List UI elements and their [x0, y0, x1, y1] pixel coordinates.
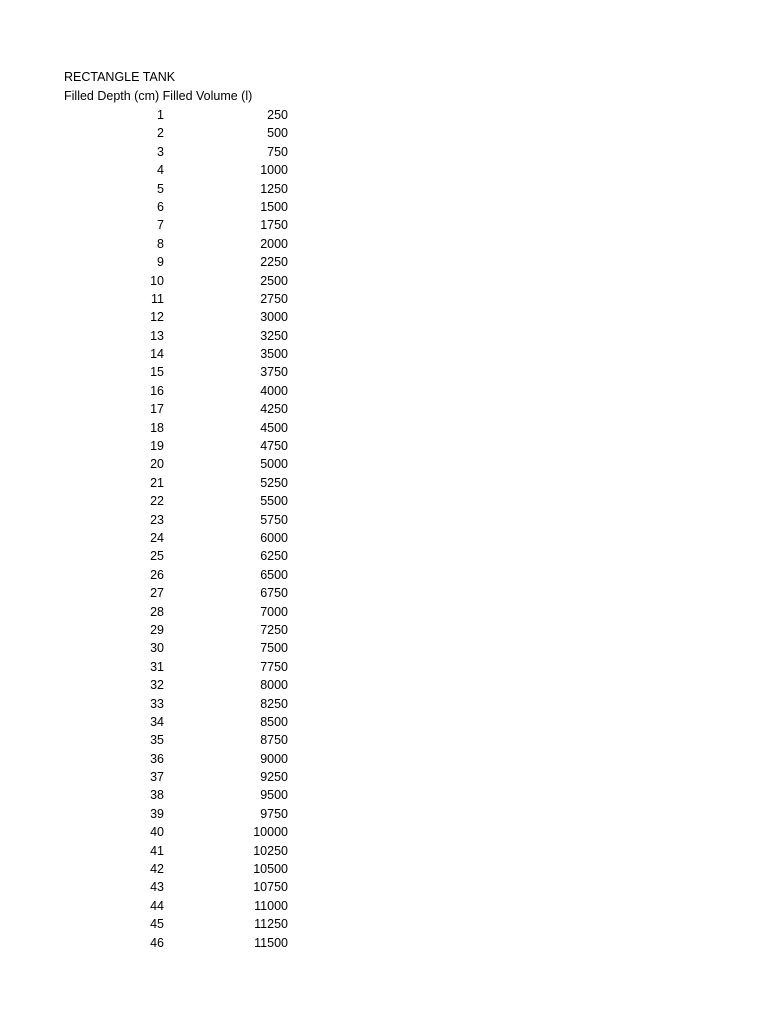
table-row [64, 308, 324, 326]
cell-filled-depth: 41 [150, 843, 164, 858]
table-row [64, 382, 324, 400]
cell-filled-volume: 4750 [260, 439, 288, 454]
cell-filled-depth: 4 [157, 163, 164, 178]
cell-filled-depth: 20 [150, 457, 164, 472]
table-row [64, 474, 324, 492]
table-row [64, 621, 324, 639]
table-row [64, 400, 324, 418]
cell-filled-depth: 1 [157, 108, 164, 122]
cell-filled-depth: 10 [150, 273, 164, 288]
cell-filled-depth: 34 [150, 714, 164, 729]
cell-filled-volume: 9500 [260, 788, 288, 803]
table-row [64, 786, 324, 804]
table-row [64, 106, 324, 124]
header-filled-volume: Filled Volume (l) [162, 89, 253, 103]
table-row [64, 511, 324, 529]
table-row [64, 345, 324, 363]
table-row [64, 566, 324, 584]
cell-filled-volume: 10000 [253, 825, 288, 840]
table-row [64, 161, 324, 179]
cell-filled-depth: 5 [157, 181, 164, 196]
cell-filled-depth: 35 [150, 733, 164, 748]
cell-filled-volume: 2000 [260, 236, 288, 251]
cell-filled-depth: 6 [157, 199, 164, 214]
cell-filled-volume: 4500 [260, 420, 288, 435]
cell-filled-volume: 8250 [260, 696, 288, 711]
cell-filled-depth: 27 [150, 586, 164, 601]
table-row [64, 272, 324, 290]
cell-filled-volume: 5750 [260, 512, 288, 527]
table-row [64, 253, 324, 271]
cell-filled-volume: 6000 [260, 530, 288, 545]
table-row [64, 639, 324, 657]
table-row [64, 455, 324, 473]
cell-filled-depth: 36 [150, 751, 164, 766]
cell-filled-volume: 250 [267, 108, 288, 122]
table-row [64, 180, 324, 198]
cell-filled-volume: 9750 [260, 806, 288, 821]
table-row [64, 750, 324, 768]
table-row [64, 731, 324, 749]
cell-filled-volume: 8500 [260, 714, 288, 729]
cell-filled-volume: 8000 [260, 678, 288, 693]
cell-filled-depth: 17 [150, 402, 164, 417]
cell-filled-volume: 7250 [260, 622, 288, 637]
cell-filled-depth: 11 [151, 291, 164, 306]
header-filled-depth: Filled Depth (cm) [64, 89, 160, 103]
table-row [64, 235, 324, 253]
cell-filled-depth: 14 [150, 347, 164, 362]
table-row [64, 860, 324, 878]
cell-filled-depth: 39 [150, 806, 164, 821]
cell-filled-volume: 10750 [253, 880, 288, 895]
table-row [64, 327, 324, 345]
cell-filled-volume: 6500 [260, 567, 288, 582]
cell-filled-volume: 11000 [254, 898, 288, 913]
cell-filled-depth: 33 [150, 696, 164, 711]
cell-filled-volume: 3000 [260, 310, 288, 325]
table-row [64, 713, 324, 731]
table-row [64, 216, 324, 234]
table-row [64, 805, 324, 823]
table-row [64, 768, 324, 786]
cell-filled-volume: 8750 [260, 733, 288, 748]
cell-filled-volume: 9000 [260, 751, 288, 766]
cell-filled-volume: 11500 [254, 935, 288, 950]
column-headers [64, 87, 324, 106]
cell-filled-volume: 3250 [260, 328, 288, 343]
cell-filled-depth: 19 [150, 439, 164, 454]
spreadsheet-page [64, 68, 324, 952]
cell-filled-depth: 25 [150, 549, 164, 564]
table-row [64, 547, 324, 565]
cell-filled-depth: 2 [157, 126, 164, 141]
cell-filled-depth: 28 [150, 604, 164, 619]
sheet-title: RECTANGLE TANK [64, 70, 176, 84]
cell-filled-depth: 7 [157, 218, 164, 233]
cell-filled-depth: 3 [157, 144, 164, 159]
cell-filled-volume: 1250 [260, 181, 288, 196]
table-row [64, 676, 324, 694]
table-row [64, 823, 324, 841]
cell-filled-volume: 6250 [260, 549, 288, 564]
table-row [64, 437, 324, 455]
cell-filled-volume: 5250 [260, 475, 288, 490]
cell-filled-depth: 38 [150, 788, 164, 803]
table-row [64, 658, 324, 676]
cell-filled-depth: 26 [150, 567, 164, 582]
table-row [64, 934, 324, 952]
cell-filled-depth: 9 [157, 255, 164, 270]
cell-filled-depth: 13 [150, 328, 164, 343]
cell-filled-volume: 1000 [260, 163, 288, 178]
cell-filled-volume: 11250 [254, 917, 288, 932]
table-row [64, 603, 324, 621]
table-row [64, 915, 324, 933]
cell-filled-volume: 5000 [260, 457, 288, 472]
table-row [64, 695, 324, 713]
cell-filled-volume: 1750 [260, 218, 288, 233]
cell-filled-depth: 46 [150, 935, 164, 950]
cell-filled-depth: 40 [150, 825, 164, 840]
table-row [64, 897, 324, 915]
cell-filled-depth: 22 [150, 494, 164, 509]
cell-filled-depth: 31 [150, 659, 164, 674]
cell-filled-volume: 7500 [260, 641, 288, 656]
table-row [64, 878, 324, 896]
cell-filled-depth: 12 [150, 310, 164, 325]
cell-filled-volume: 3500 [260, 347, 288, 362]
cell-filled-depth: 8 [157, 236, 164, 251]
cell-filled-depth: 21 [150, 475, 164, 490]
cell-filled-depth: 43 [150, 880, 164, 895]
table-row [64, 363, 324, 381]
table-row [64, 529, 324, 547]
cell-filled-volume: 750 [267, 144, 288, 159]
cell-filled-depth: 24 [150, 530, 164, 545]
cell-filled-depth: 15 [150, 365, 164, 380]
cell-filled-volume: 500 [267, 126, 288, 141]
cell-filled-depth: 23 [150, 512, 164, 527]
cell-filled-volume: 4250 [260, 402, 288, 417]
cell-filled-volume: 4000 [260, 383, 288, 398]
cell-filled-volume: 5500 [260, 494, 288, 509]
cell-filled-volume: 10500 [253, 862, 288, 877]
cell-filled-depth: 29 [150, 622, 164, 637]
cell-filled-volume: 1500 [260, 199, 288, 214]
table-row [64, 124, 324, 142]
table-row [64, 584, 324, 602]
table-row [64, 143, 324, 161]
cell-filled-depth: 37 [150, 770, 164, 785]
cell-filled-depth: 45 [150, 917, 164, 932]
cell-filled-depth: 32 [150, 678, 164, 693]
cell-filled-volume: 3750 [260, 365, 288, 380]
table-row [64, 419, 324, 437]
cell-filled-volume: 2500 [260, 273, 288, 288]
cell-filled-volume: 10250 [253, 843, 288, 858]
cell-filled-depth: 16 [150, 383, 164, 398]
table-row [64, 492, 324, 510]
table-row [64, 290, 324, 308]
data-table [64, 106, 324, 952]
cell-filled-depth: 18 [150, 420, 164, 435]
cell-filled-volume: 2750 [260, 291, 288, 306]
table-row [64, 842, 324, 860]
cell-filled-volume: 9250 [260, 770, 288, 785]
cell-filled-volume: 6750 [260, 586, 288, 601]
cell-filled-volume: 7750 [260, 659, 288, 674]
cell-filled-depth: 42 [150, 862, 164, 877]
cell-filled-depth: 44 [150, 898, 164, 913]
cell-filled-volume: 7000 [260, 604, 288, 619]
cell-filled-depth: 30 [150, 641, 164, 656]
cell-filled-volume: 2250 [260, 255, 288, 270]
table-row [64, 198, 324, 216]
